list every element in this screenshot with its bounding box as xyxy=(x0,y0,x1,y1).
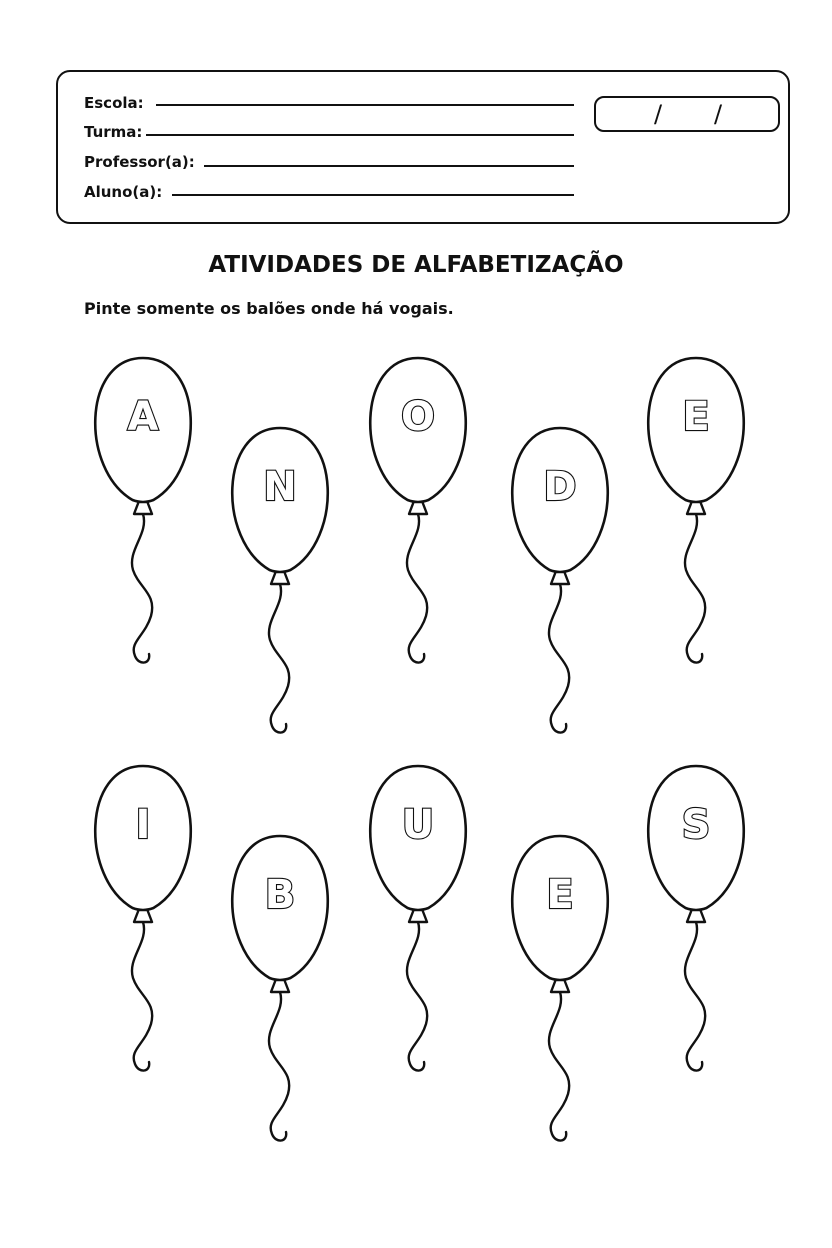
balloon-letter: U xyxy=(401,802,435,848)
date-separator: / xyxy=(654,100,663,128)
student-label: Aluno(a): xyxy=(84,183,163,201)
teacher-label: Professor(a): xyxy=(84,153,195,171)
balloon-letter: O xyxy=(400,394,436,440)
balloon-letter: E xyxy=(682,394,710,440)
page-title: ATIVIDADES DE ALFABETIZAÇÃO xyxy=(208,252,624,278)
balloon-string xyxy=(549,992,569,1141)
balloon[interactable] xyxy=(232,428,328,733)
balloon[interactable] xyxy=(95,358,191,663)
balloon-string xyxy=(407,514,427,663)
balloon[interactable] xyxy=(512,428,608,733)
instruction-text: Pinte somente os balões onde há vogais. xyxy=(84,299,454,318)
balloon-letter: E xyxy=(546,872,574,918)
class-label: Turma: xyxy=(84,123,143,141)
balloon[interactable] xyxy=(95,766,191,1071)
balloon-string xyxy=(685,922,705,1071)
balloon[interactable] xyxy=(370,358,466,663)
balloon-string xyxy=(132,514,152,663)
balloon-string xyxy=(685,514,705,663)
balloon-string xyxy=(269,584,289,733)
balloon[interactable] xyxy=(648,766,744,1071)
balloon-string xyxy=(269,992,289,1141)
balloon[interactable] xyxy=(512,836,608,1141)
balloon[interactable] xyxy=(648,358,744,663)
balloon-letter: A xyxy=(127,394,159,440)
date-separator: / xyxy=(714,100,723,128)
balloon-string xyxy=(132,922,152,1071)
balloon-letter: I xyxy=(135,802,151,848)
balloon[interactable] xyxy=(370,766,466,1071)
balloon-letter: B xyxy=(264,872,296,918)
balloon-string xyxy=(549,584,569,733)
balloon-letter: D xyxy=(543,464,577,510)
balloon-letter: N xyxy=(263,464,297,510)
balloon[interactable] xyxy=(232,836,328,1141)
school-label: Escola: xyxy=(84,94,144,112)
balloon-string xyxy=(407,922,427,1071)
balloon-letter: S xyxy=(681,802,711,848)
